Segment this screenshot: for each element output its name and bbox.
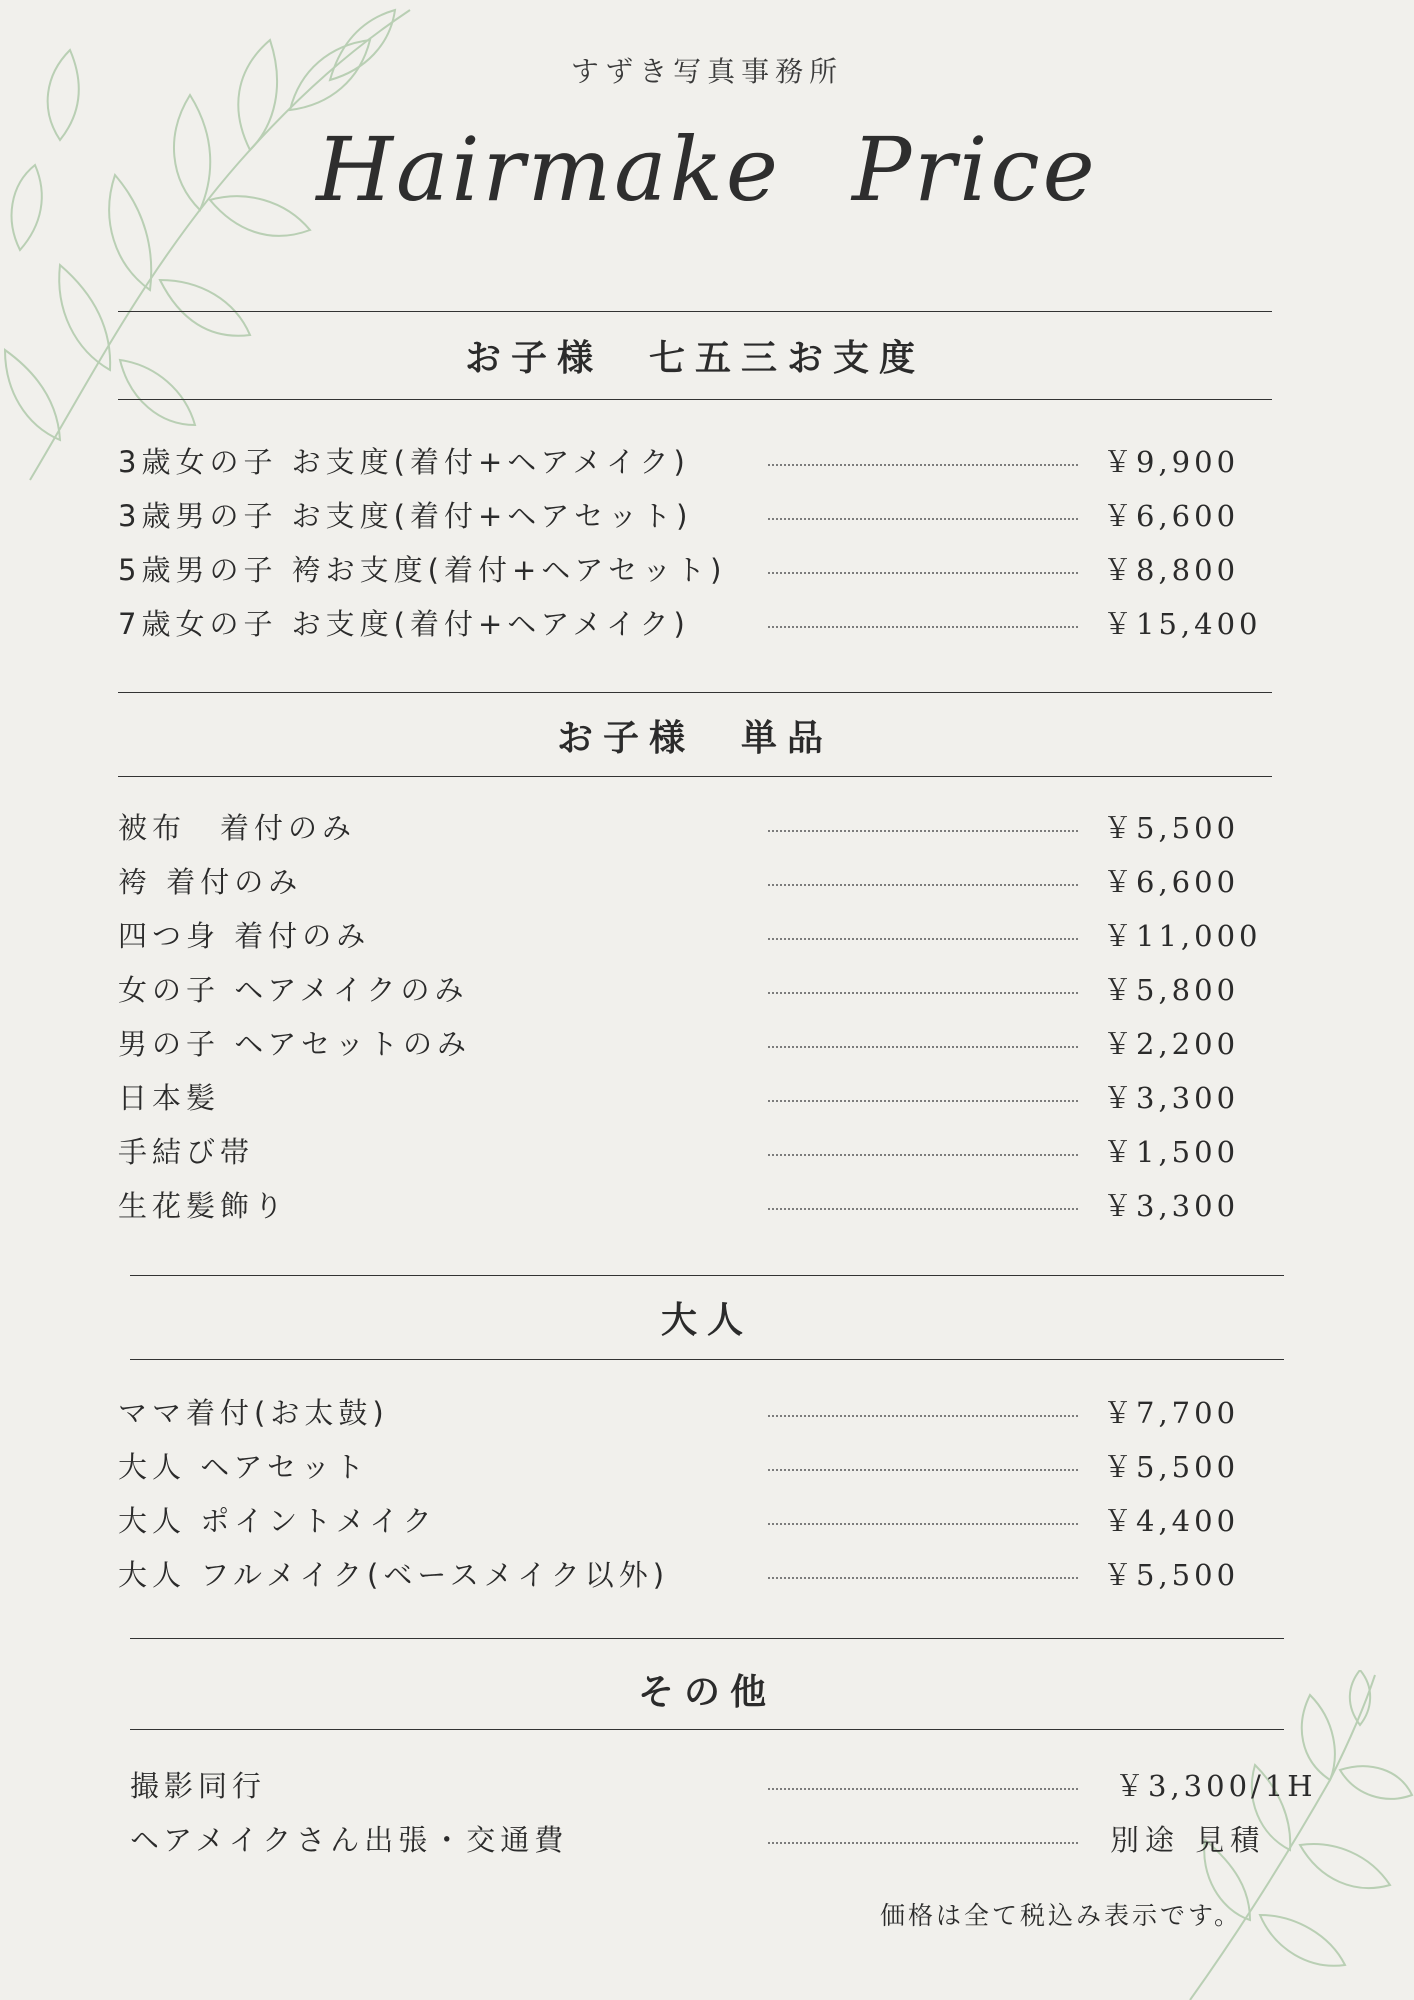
section-title-single-items: お子様 単品 [556, 718, 833, 759]
item-label: 日本髪 [118, 1081, 221, 1115]
item-price: ￥7,700 [1103, 1396, 1240, 1430]
dot-leader [768, 1100, 1078, 1102]
item-label: 3歳男の子 お支度(着付+ヘアセット) [118, 499, 693, 533]
dot-leader [768, 1415, 1078, 1417]
item-price: ￥5,500 [1103, 1450, 1240, 1484]
section-rule-top [130, 1638, 1284, 1639]
section-rule-bottom [130, 1729, 1284, 1730]
dot-leader [768, 626, 1078, 628]
item-label: 被布 着付のみ [118, 811, 357, 845]
dot-leader [768, 1842, 1078, 1844]
section-rule-bottom [118, 399, 1272, 400]
price-row [118, 442, 1278, 482]
price-row [118, 1393, 1278, 1433]
dot-leader [768, 884, 1078, 886]
price-row [118, 1555, 1278, 1595]
dot-leader [768, 1208, 1078, 1210]
section-rule-bottom [130, 1359, 1284, 1360]
dot-leader [768, 1523, 1078, 1525]
dot-leader [768, 1046, 1078, 1048]
price-row [118, 1024, 1278, 1064]
section-rule-top [118, 692, 1272, 693]
dot-leader [768, 464, 1078, 466]
section-rule-top [130, 1275, 1284, 1276]
price-row [118, 808, 1278, 848]
tax-note: 価格は全て税込み表示です。 [880, 1901, 1243, 1930]
price-row [118, 1078, 1278, 1118]
section-title-other: その他 [637, 1672, 776, 1713]
item-label: 撮影同行 [130, 1769, 267, 1803]
dot-leader [768, 1469, 1078, 1471]
item-label: 大人 ヘアセット [118, 1450, 370, 1484]
item-price: ￥11,000 [1103, 919, 1262, 953]
price-row [118, 550, 1278, 590]
item-label: 手結び帯 [118, 1135, 255, 1169]
item-label: ヘアメイクさん出張・交通費 [130, 1823, 569, 1857]
dot-leader [768, 992, 1078, 994]
item-label: ママ着付(お太鼓) [118, 1396, 389, 1430]
item-price: ￥4,400 [1103, 1504, 1240, 1538]
price-row [118, 970, 1278, 1010]
dot-leader [768, 830, 1078, 832]
price-row [118, 1132, 1278, 1172]
price-row [130, 1766, 1317, 1806]
item-label: 生花髪飾り [118, 1189, 289, 1223]
item-price: ￥3,300 [1103, 1189, 1240, 1223]
item-price: ￥6,600 [1103, 865, 1240, 899]
item-label: 5歳男の子 袴お支度(着付+ヘアセット) [118, 553, 727, 587]
item-label: 男の子 ヘアセットのみ [118, 1027, 472, 1061]
studio-name: すずき写真事務所 [570, 55, 844, 88]
item-label: 7歳女の子 お支度(着付+ヘアメイク) [118, 607, 690, 641]
item-price: ￥5,500 [1103, 811, 1240, 845]
item-price: ￥1,500 [1103, 1135, 1240, 1169]
price-row [130, 1820, 1310, 1860]
price-row [118, 1447, 1278, 1487]
item-label: 袴 着付のみ [118, 865, 303, 899]
item-price: ￥2,200 [1103, 1027, 1240, 1061]
price-row [118, 862, 1278, 902]
price-row [118, 916, 1278, 956]
item-price: ￥9,900 [1103, 445, 1240, 479]
price-row [118, 1186, 1278, 1226]
item-label: 四つ身 着付のみ [118, 919, 371, 953]
item-price: ￥5,800 [1103, 973, 1240, 1007]
section-title-shichigosan: お子様 七五三お支度 [464, 338, 925, 379]
item-label: 女の子 ヘアメイクのみ [118, 973, 469, 1007]
item-price: ￥5,500 [1103, 1558, 1240, 1592]
price-row [118, 604, 1278, 644]
dot-leader [768, 572, 1078, 574]
dot-leader [768, 1577, 1078, 1579]
item-price: ￥3,300/1H [1115, 1769, 1317, 1803]
dot-leader [768, 1154, 1078, 1156]
item-price: ￥15,400 [1103, 607, 1262, 641]
price-row [118, 496, 1278, 536]
item-price: ￥3,300 [1103, 1081, 1240, 1115]
item-label: 3歳女の子 お支度(着付+ヘアメイク) [118, 445, 690, 479]
section-title-adults: 大人 [660, 1300, 753, 1341]
dot-leader [768, 518, 1078, 520]
dot-leader [768, 938, 1078, 940]
item-price: ￥8,800 [1103, 553, 1240, 587]
section-rule-top [118, 311, 1272, 312]
price-row [118, 1501, 1278, 1541]
item-price: ￥6,600 [1103, 499, 1240, 533]
section-rule-bottom [118, 776, 1272, 777]
item-label: 大人 ポイントメイク [118, 1504, 437, 1538]
page-title: Hairmake Price [316, 118, 1098, 221]
dot-leader [768, 1788, 1078, 1790]
item-label: 大人 フルメイク(ベースメイク以外) [118, 1558, 670, 1592]
item-price: 別途 見積 [1110, 1823, 1266, 1857]
